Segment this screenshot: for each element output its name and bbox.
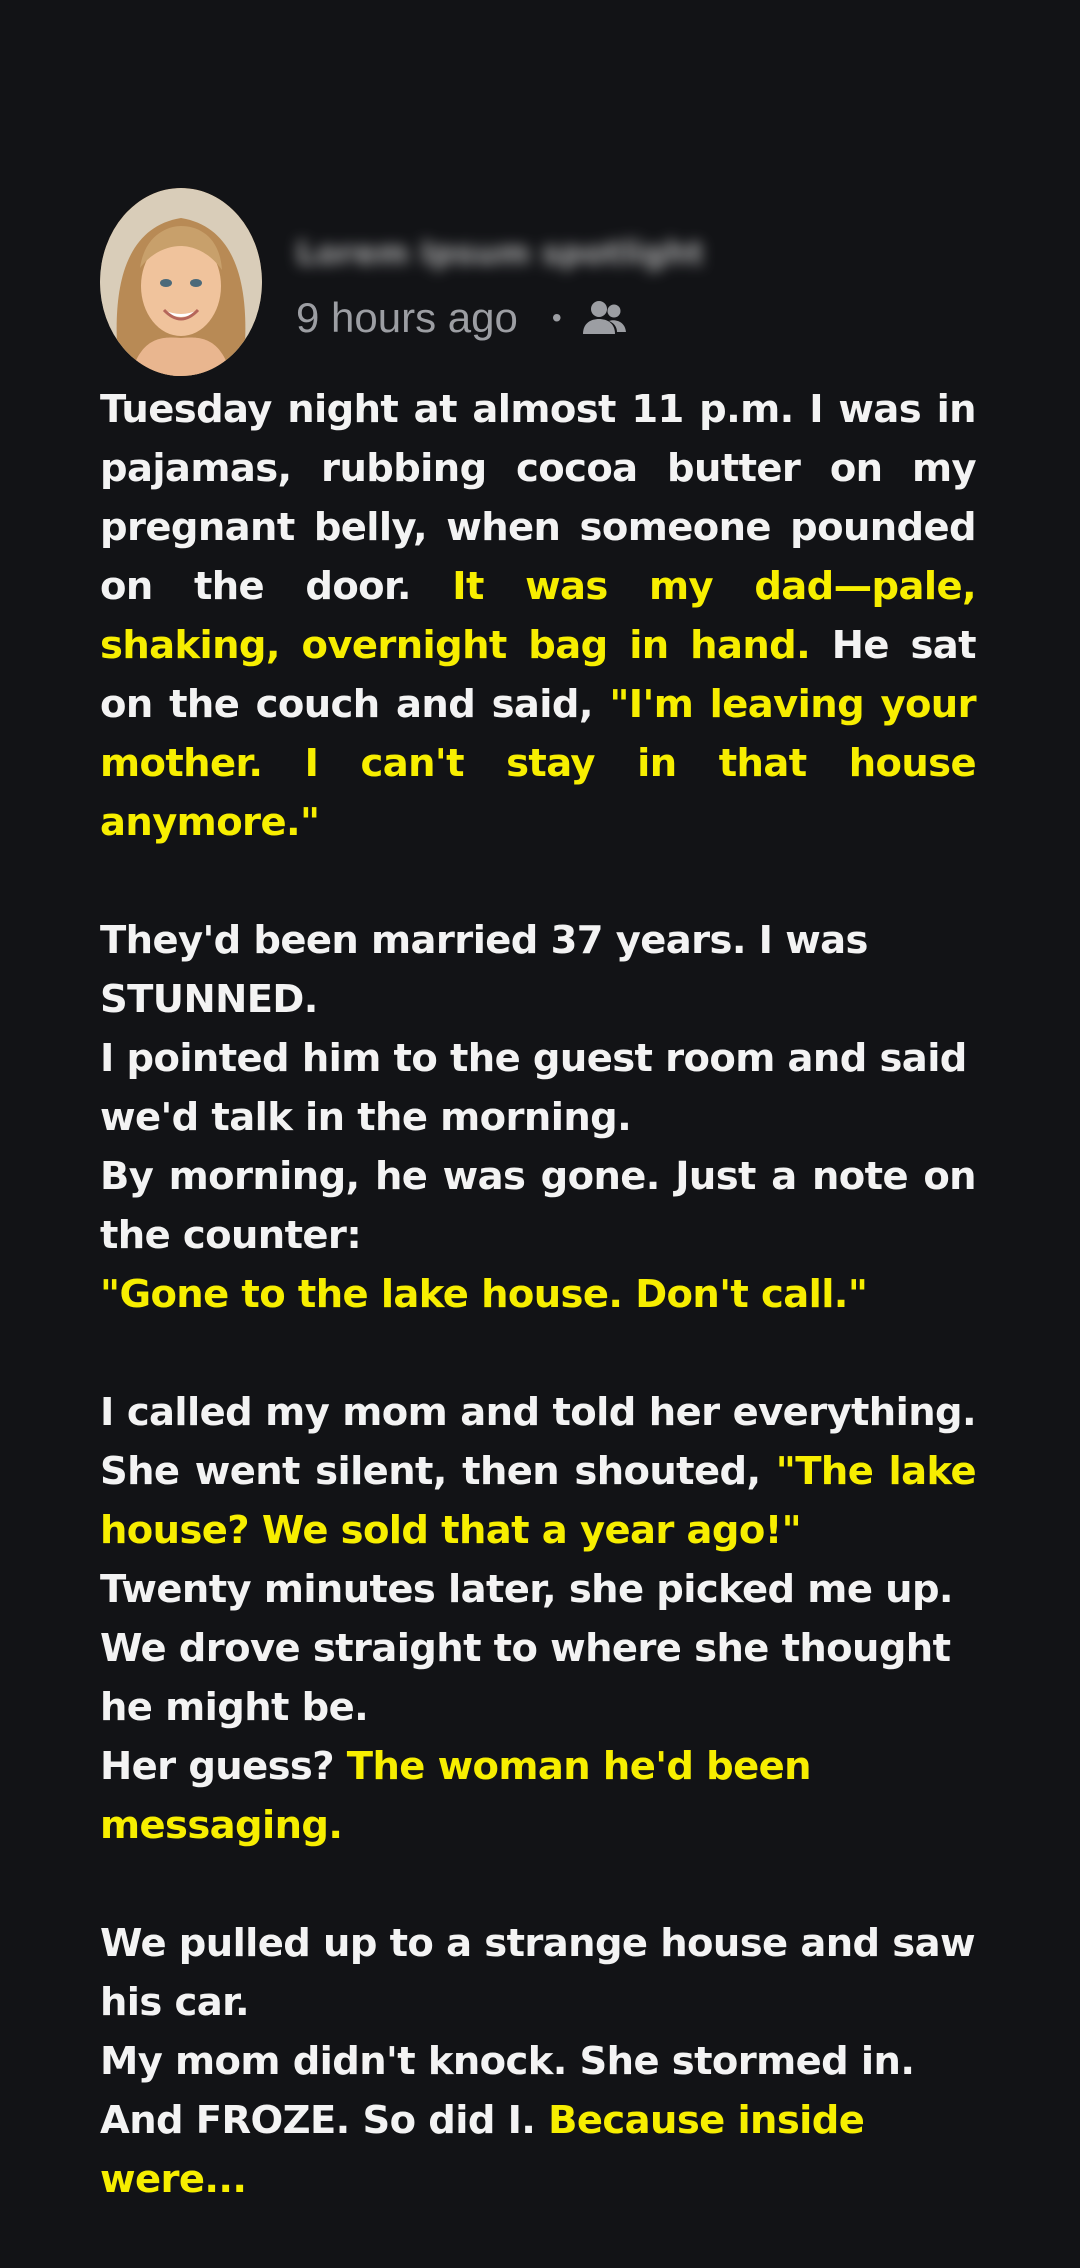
post-time[interactable]: 9 hours ago (296, 294, 518, 341)
story-paragraph-3 (100, 1383, 976, 1855)
story-text: And FROZE. So did I. (100, 2098, 549, 2143)
story-line: By morning, he was gone. Just a note on the counter: (100, 1154, 976, 1258)
story-text: Her guess? (100, 1744, 347, 1789)
post-card (100, 188, 976, 2268)
story-text: I called my mom and told her everything. She went silent, then shouted, (100, 1390, 976, 1494)
story-highlight: Because inside were... (100, 2098, 865, 2202)
story-line (100, 1737, 976, 1855)
post-meta (296, 294, 628, 342)
story-highlight: "Gone to the lake house. Don't call." (100, 1272, 868, 1317)
story-highlight: The woman he'd been messaging. (100, 1744, 811, 1848)
story-line: They'd been married 37 years. I was STUNNED. (100, 918, 868, 1022)
story-text: He sat on the couch and said, (100, 623, 976, 727)
story-line: I pointed him to the guest room and said we'd talk in the morning. (100, 1036, 967, 1140)
meta-separator: • (551, 302, 562, 333)
story-line: My mom didn't knock. She stormed in. (100, 2039, 915, 2084)
author-name[interactable]: Lorem Ipsum spotlight (296, 234, 704, 272)
story-line (100, 2091, 976, 2209)
story-paragraph-2 (100, 911, 976, 1324)
story-line: Twenty minutes later, she picked me up. We drove straight to where she thought he might be. (100, 1567, 953, 1730)
story-paragraph-4 (100, 1914, 976, 2209)
story-paragraph-1 (100, 380, 976, 852)
story-line: We pulled up to a strange house and saw his car. (100, 1921, 975, 2025)
friends-icon[interactable] (580, 298, 628, 338)
avatar[interactable] (100, 188, 262, 376)
post-header (100, 188, 976, 380)
story-highlight: It was my dad—pale, shaking, overnight bag in hand. (100, 564, 976, 668)
avatar-portrait (100, 188, 262, 376)
story-line (100, 1383, 976, 1560)
story-text: Tuesday night at almost 11 p.m. I was in pajamas, rubbing cocoa butter on my pregnant belly, when someone pounded on the door. (100, 387, 976, 609)
post-story (100, 380, 976, 2209)
story-highlight: "The lake house? We sold that a year ago!" (100, 1449, 977, 1553)
story-highlight: "I'm leaving your mother. I can't stay in that house anymore." (100, 682, 977, 845)
